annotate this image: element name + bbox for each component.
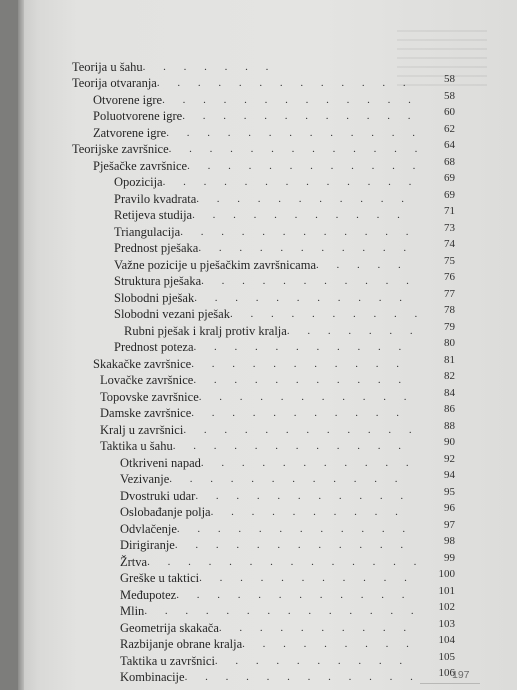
toc-entry-title: Važne pozicije u pješačkim završnicama [114, 257, 316, 272]
toc-page-number: 71 [444, 205, 455, 218]
toc-entry [120, 603, 421, 620]
toc-page-number: 98 [444, 535, 455, 548]
toc-page-number: 73 [444, 221, 455, 234]
toc-entry-title: Topovske završnice [100, 389, 199, 404]
toc-page-number: 95 [444, 485, 455, 498]
leader-dots: . . . . . . . . . . [210, 506, 406, 519]
toc-page-number: 64 [444, 139, 455, 152]
toc-entry-title: Taktika u završnici [120, 653, 215, 668]
toc-entry [114, 273, 416, 290]
leader-dots: . . . . . . . . . . . [200, 456, 417, 469]
toc-entry [93, 108, 418, 125]
toc-page-number: 75 [444, 254, 455, 267]
leader-dots: . . . . . . . . . . . [193, 374, 409, 387]
toc-entry-title: Slobodni pješak [114, 290, 195, 305]
toc-entry [100, 389, 414, 406]
toc-entry-title: Otkriveni napad [120, 455, 201, 470]
toc-entry-title: Teorijske završnice [72, 142, 169, 157]
toc-entry [72, 75, 413, 92]
footer-rule [420, 683, 480, 684]
leader-dots: . . . . . . . . . . [229, 308, 425, 321]
toc-page-number: 62 [444, 122, 455, 135]
toc-entry [72, 59, 276, 76]
toc-entry-title: Damske završnice [100, 406, 192, 421]
toc-page-number: 97 [444, 518, 455, 531]
toc-page-number: 69 [444, 188, 455, 201]
toc-entry-title: Pješačke završnice [93, 158, 188, 173]
toc-page-number: 100 [438, 568, 455, 581]
leader-dots: . . . . . . . . . . . [201, 275, 417, 288]
toc-page-number: 74 [444, 238, 455, 251]
toc-page-number: 76 [444, 271, 455, 284]
toc-entry-title: Geometrija skakača [120, 620, 219, 635]
toc-entry [120, 554, 424, 571]
toc-entry [120, 488, 411, 505]
toc-entry-title: Poluotvorene igre [93, 109, 183, 124]
toc-page-number: 94 [444, 469, 455, 482]
leader-dots: . . . . . . . . . . . [198, 242, 414, 255]
toc-entry [120, 455, 416, 472]
toc-entry-title: Skakačke završnice [93, 356, 192, 371]
toc-page-number: 60 [444, 106, 455, 119]
leader-dots: . . . . . . . . . . . . . [156, 77, 414, 90]
toc-page-number: 90 [444, 436, 455, 449]
toc-page-number: 102 [438, 601, 455, 614]
toc-entry-title: Otvorene igre [93, 92, 163, 107]
toc-page-number: 104 [438, 634, 455, 647]
toc-page-number: 78 [444, 304, 455, 317]
toc-page-number: 96 [444, 502, 455, 515]
toc-entry-title: Zatvorene igre [93, 125, 167, 140]
toc-page-number: 58 [444, 73, 455, 86]
toc-entry [120, 570, 414, 587]
toc-page-number: 69 [444, 172, 455, 185]
toc-page-number: 86 [444, 403, 455, 416]
leader-dots: . . . . . . . . . . . . [182, 110, 418, 123]
toc-page-number: 80 [444, 337, 455, 350]
toc-entry-title: Dirigiranje [120, 538, 175, 553]
toc-entry [100, 438, 408, 455]
leader-dots: . . . . . . . . . . . . [169, 473, 406, 486]
toc-entry-title: Teorija otvaranja [72, 76, 157, 91]
leader-dots: . . . . . . . [142, 61, 276, 73]
toc-entry-title: Teorija u šahu [72, 60, 143, 74]
toc-entry [120, 471, 405, 488]
toc-entry [100, 372, 409, 389]
toc-entry [120, 653, 410, 670]
toc-page-number: 101 [438, 584, 455, 597]
toc-entry-title: Greške u taktici [120, 571, 200, 586]
toc-entry [120, 669, 420, 686]
toc-entry [93, 356, 406, 373]
toc-entry [93, 92, 418, 109]
toc-page-number: 82 [444, 370, 455, 383]
toc-entry-title: Struktura pješaka [114, 274, 202, 289]
toc-entry [100, 405, 407, 422]
toc-entry-title: Oslobađanje polja [120, 505, 211, 520]
toc-page-number: 99 [444, 551, 455, 564]
toc-entry [120, 504, 405, 521]
toc-page-number: 58 [444, 89, 455, 102]
toc-entry-title: Retijeva studija [114, 208, 193, 223]
leader-dots: . . . . . . . . . . . . [176, 588, 412, 601]
toc-page-number: 88 [444, 419, 455, 432]
toc-entry-title: Kralj u završnici [100, 422, 184, 437]
leader-dots: . . . . . . . . . . . . . . [147, 555, 424, 568]
leader-dots: . . . . . . . . . . . . [180, 225, 416, 238]
toc-entry [93, 125, 422, 142]
leader-dots: . . . . . . . . . . . . . . [144, 605, 422, 618]
toc-page-number: 84 [444, 386, 455, 399]
toc-entry-title: Rubni pješak i kralj protiv kralja [124, 323, 287, 338]
toc-entry [120, 620, 414, 637]
leader-dots: . . . . . . . . . . . [193, 341, 409, 354]
toc-entry [114, 207, 407, 224]
leader-dots: . . . . . . . . . . . . . [162, 93, 419, 106]
toc-entry [114, 306, 425, 323]
leader-dots: . . . . . . . . . . . . . [162, 176, 419, 189]
toc-entry-title: Lovačke završnice [100, 373, 194, 388]
toc-page-number: 106 [438, 667, 455, 679]
toc-entry-title: Vezivanje [120, 472, 170, 487]
toc-entry-title: Kombinacije [120, 670, 185, 684]
toc-entry [114, 174, 419, 191]
leader-dots: . . . . . . . . . . . [191, 357, 407, 370]
toc-entry-title: Taktika u šahu [100, 439, 173, 454]
toc-entry [114, 290, 409, 307]
toc-entry-title: Mlin [120, 604, 145, 619]
page-folio-number: 197 [452, 669, 470, 681]
leader-dots: . . . . . . . . . [242, 638, 417, 651]
leader-dots: . . . . . . . . . . . . [176, 522, 413, 535]
leader-dots: . . . . . . . . . . . [196, 192, 412, 205]
leader-dots: . . . . . . . . . . . . [172, 440, 409, 453]
toc-entry-title: Prednost pješaka [114, 241, 199, 256]
toc-page-number: 103 [438, 617, 455, 630]
toc-page-number: 79 [444, 320, 455, 333]
toc-entry [72, 141, 425, 158]
toc-entry [120, 636, 416, 653]
toc-entry-title: Pravilo kvadrata [114, 191, 197, 206]
toc-entry-title: Slobodni vezani pješak [114, 307, 230, 322]
leader-dots: . . . . . . . . . . . . [183, 423, 420, 436]
toc-entry-title: Prednost poteza [114, 340, 194, 355]
leader-dots: . . . . . . . [286, 324, 421, 337]
leader-dots: . . . . . . . . . . . . . [168, 143, 425, 156]
toc-page-number: 77 [444, 287, 455, 300]
toc-entry-title: Opozicija [114, 175, 163, 190]
toc-page-number: 81 [444, 353, 455, 366]
toc-entry [120, 521, 413, 538]
toc-page-number: 105 [438, 650, 455, 663]
toc-entry [114, 339, 409, 356]
toc-entry [120, 537, 411, 554]
toc-entry [120, 587, 412, 604]
leader-dots: . . . . . . . . . . . [195, 489, 411, 502]
leader-dots: . . . . . . . . . . . [194, 291, 410, 304]
leader-dots: . . . . . . . . . . . . [184, 671, 421, 683]
toc-entry [114, 240, 414, 257]
toc-entry [124, 323, 420, 340]
leader-dots: . . . . . . . . . . . [192, 209, 408, 222]
leader-dots: . . . . . . . . . . . [199, 572, 415, 585]
toc-entry [114, 257, 408, 274]
leader-dots: . . . . . . . . . . . . [187, 159, 423, 172]
leader-dots: . . . . . . . . . . [218, 621, 414, 634]
toc-entry-title: Dvostruki udar [120, 488, 196, 503]
toc-entry-title: Triangulacija [114, 224, 181, 239]
toc-entry-title: Međupotez [120, 587, 177, 602]
toc-entry [93, 158, 423, 175]
leader-dots: . . . . . . . . . . . [191, 407, 407, 420]
leader-dots: . . . . . . . . . . . . . [166, 126, 423, 139]
toc-entry-title: Žrtva [120, 554, 148, 569]
toc-entry [114, 224, 416, 241]
toc-entry-title: Razbijanje obrane kralja [120, 637, 243, 652]
toc-entry [100, 422, 419, 439]
toc-page-number: 92 [444, 452, 455, 465]
leader-dots: . . . . . . . . . . . [198, 390, 414, 403]
toc-entry-title: Odvlačenje [120, 521, 177, 536]
toc-entry [114, 191, 412, 208]
leader-dots: . . . . . [316, 258, 409, 271]
leader-dots: . . . . . . . . . . [214, 654, 410, 667]
leader-dots: . . . . . . . . . . . . [174, 539, 411, 552]
toc-page-number: 68 [444, 155, 455, 168]
